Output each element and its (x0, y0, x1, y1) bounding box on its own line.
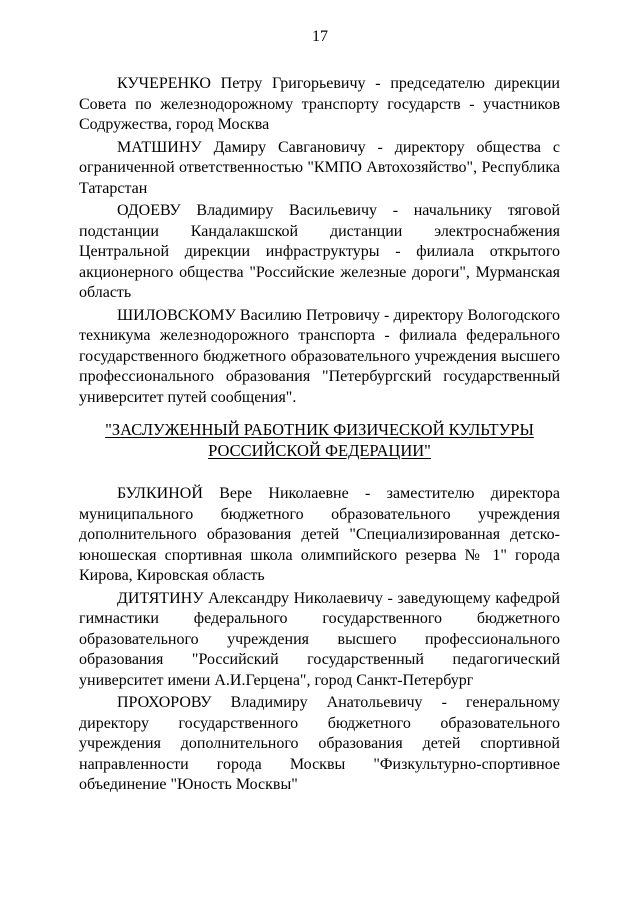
award-entry-shilovsky: ШИЛОВСКОМУ Василию Петровичу - директору Вологодского техникума железнодорожного транспорта - филиала федерального государственного бюджетного образовательного учреждения высшего профессионального образования "Петербургский государственный университет путей сообщения". (79, 306, 560, 406)
award-list-previous-section (79, 74, 560, 410)
section-heading (79, 419, 560, 461)
award-entry-prokhorov: ПРОХОРОВУ Владимиру Анатольевичу - генеральному директору государственного бюджетного образовательного учреждения дополнительного образования детей спортивной направленности города Москвы "Физкультурно-спортивное объединение "Юность Москвы" (79, 694, 560, 793)
award-entry-dityatin: ДИТЯТИНУ Александру Николаевичу - заведующему кафедрой гимнастики федерального государственного бюджетного образовательного учреждения высшего профессионального образования "Российский государственный педагогический университет имени А.И.Герцена", город Санкт-Петербург (79, 589, 560, 689)
award-list-physical-culture (79, 484, 560, 798)
award-entry-odoev: ОДОЕВУ Владимиру Васильевичу - начальнику тяговой подстанции Кандалакшской дистанции электроснабжения Центральной дирекции инфраструктуры - филиала открытого акционерного общества "Российские железные дороги", Мурманская область (79, 202, 560, 301)
award-entry-kucherenko: КУЧЕРЕНКО Петру Григорьевичу - председателю дирекции Совета по железнодорожному транспорту государств - участников Содружества, город Москва (79, 75, 560, 133)
section-heading-line-2: РОССИЙСКОЙ ФЕДЕРАЦИИ" (208, 441, 431, 460)
page-number: 17 (312, 28, 328, 45)
section-heading-line-1: "ЗАСЛУЖЕННЫЙ РАБОТНИК ФИЗИЧЕСКОЙ КУЛЬТУРЫ (105, 420, 534, 439)
award-entry-bulkina: БУЛКИНОЙ Вере Николаевне - заместителю директора муниципального бюджетного образовательного учреждения дополнительного образования детей "Специализированная детско-юношеская спортивная школа олимпийского резерва № 1" города Кирова, Кировская область (79, 485, 560, 584)
award-entry-matshin: МАТШИНУ Дамиру Савгановичу - директору общества с ограниченной ответственностью "КМПО Автохозяйство", Республика Татарстан (79, 138, 560, 197)
